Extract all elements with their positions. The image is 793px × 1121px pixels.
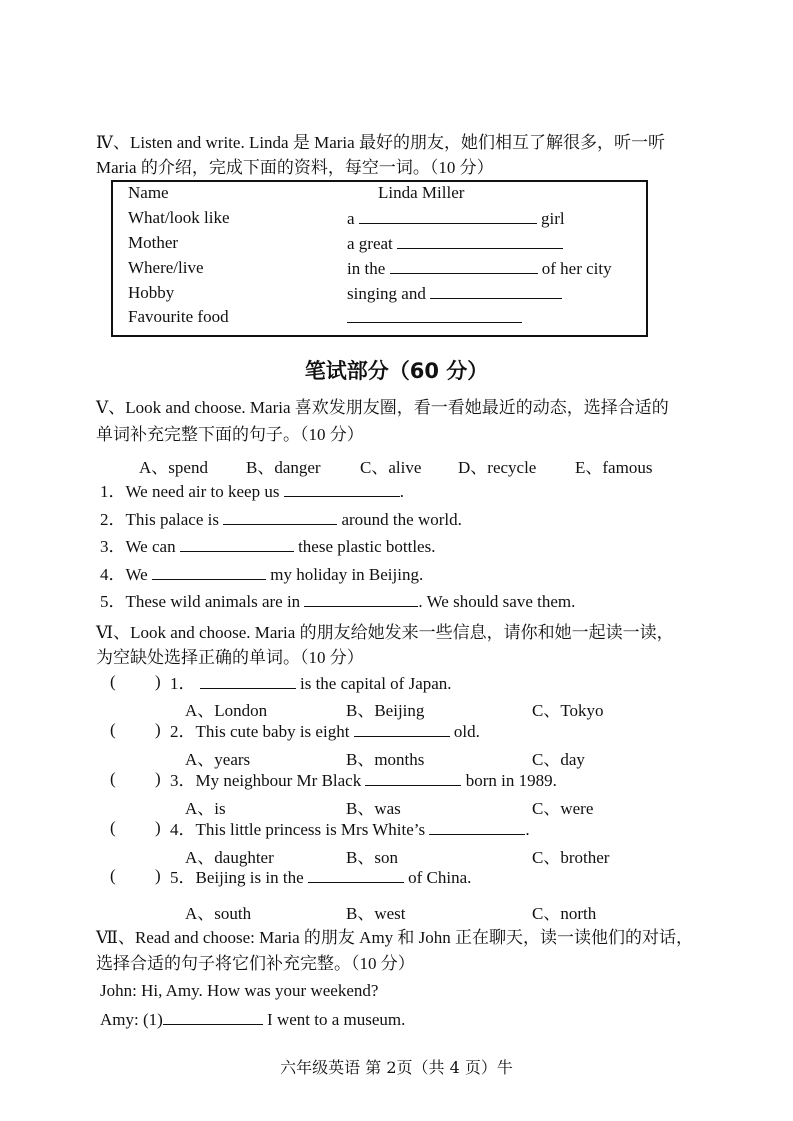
row-value-hobby: singing and: [347, 282, 562, 305]
written-part-title: 笔试部分（60 分）: [304, 359, 489, 383]
s6-blank-4[interactable]: [429, 818, 525, 835]
s5-item-1: 1．We need air to keep us .: [100, 482, 404, 501]
row-label-live: Where/live: [128, 258, 204, 277]
s5-blank-3[interactable]: [180, 535, 294, 552]
answer-paren-open-2: (: [110, 720, 116, 739]
dialogue-line-2: Amy: (1) I went to a museum.: [100, 1010, 406, 1029]
s7-blank-1[interactable]: [163, 1008, 263, 1025]
option-d: D、recycle: [458, 458, 537, 477]
answer-paren-open-1: (: [110, 672, 116, 691]
s6-q3-option-b[interactable]: B、was: [346, 799, 401, 818]
row-value-name: Linda Miller: [378, 183, 465, 202]
s6-q4-option-c[interactable]: C、brother: [532, 848, 610, 867]
s6-q3-option-a[interactable]: A、is: [185, 799, 226, 818]
s6-q2-option-a[interactable]: A、years: [185, 750, 251, 769]
row-value-live: in the of her city: [347, 259, 612, 278]
s6-blank-2[interactable]: [354, 720, 450, 737]
option-c: C、alive: [360, 458, 422, 477]
answer-paren-open-5: (: [110, 866, 116, 885]
section7-heading-line2: 选择合适的句子将它们补充完整。（10 分）: [96, 954, 415, 973]
row-label-hobby: Hobby: [128, 283, 175, 302]
s5-blank-1[interactable]: [284, 480, 400, 497]
blank-mother[interactable]: [397, 232, 563, 249]
page-footer: 六年级英语 第 2页（共 4 页）牛: [280, 1058, 513, 1077]
row-label-name: Name: [128, 183, 169, 202]
option-a: A、spend: [139, 458, 208, 477]
answer-paren-close-4: ): [155, 818, 161, 837]
s5-blank-5[interactable]: [304, 590, 418, 607]
s6-q1-option-b[interactable]: B、Beijing: [346, 701, 425, 720]
s6-item-2: 2．This cute baby is eight old.: [170, 722, 480, 741]
row-value-mother: a great: [347, 232, 563, 255]
row-label-food: Favourite food: [128, 307, 229, 326]
s6-item-5: 5．Beijing is in the of China.: [170, 868, 472, 887]
dialogue-line-1: John: Hi, Amy. How was your weekend?: [100, 981, 379, 1000]
blank-live[interactable]: [390, 257, 538, 274]
s6-blank-5[interactable]: [308, 866, 404, 883]
blank-hobby[interactable]: [430, 282, 562, 299]
s6-blank-3[interactable]: [365, 769, 461, 786]
s5-item-3: 3．We can these plastic bottles.: [100, 537, 436, 556]
section5-heading-line1: Ⅴ、Look and choose. Maria 喜欢发朋友圈，看一看她最近的动态，选择合适的: [96, 398, 669, 417]
row-label-look: What/look like: [128, 208, 230, 227]
s6-q5-option-b[interactable]: B、west: [346, 904, 406, 923]
s5-item-2: 2．This palace is around the world.: [100, 510, 462, 529]
blank-look[interactable]: [359, 207, 537, 224]
s6-q4-option-b[interactable]: B、son: [346, 848, 398, 867]
row-label-mother: Mother: [128, 233, 179, 252]
s5-item-4: 4．We my holiday in Beijing.: [100, 565, 424, 584]
row-value-look: a girl: [347, 209, 565, 228]
s6-blank-1[interactable]: [200, 672, 296, 689]
s6-q1-option-c[interactable]: C、Tokyo: [532, 701, 604, 720]
s5-blank-2[interactable]: [223, 508, 337, 525]
s6-item-1: 1． is the capital of Japan.: [170, 674, 452, 693]
blank-food[interactable]: [347, 306, 522, 323]
section7-heading-line1: Ⅶ、Read and choose: Maria 的朋友 Amy 和 John 正在聊天，读一读他们的对话，: [96, 928, 694, 947]
answer-paren-open-4: (: [110, 818, 116, 837]
s5-item-5: 5．These wild animals are in . We should save them.: [100, 592, 576, 611]
answer-paren-close-3: ): [155, 769, 161, 788]
answer-paren-close-5: ): [155, 866, 161, 885]
s6-q4-option-a[interactable]: A、daughter: [185, 848, 274, 867]
s5-blank-4[interactable]: [152, 563, 266, 580]
option-b: B、danger: [246, 458, 321, 477]
option-e: E、famous: [575, 458, 653, 477]
section4-heading-line2: Maria 的介绍，完成下面的资料，每空一词。（10 分）: [96, 158, 494, 177]
answer-paren-open-3: (: [110, 769, 116, 788]
s6-q2-option-c[interactable]: C、day: [532, 750, 585, 769]
s6-q1-option-a[interactable]: A、London: [185, 701, 268, 720]
s6-q2-option-b[interactable]: B、months: [346, 750, 425, 769]
section5-heading-line2: 单词补充完整下面的句子。（10 分）: [96, 425, 364, 444]
s6-item-3: 3．My neighbour Mr Black born in 1989.: [170, 771, 557, 790]
section6-heading-line1: Ⅵ、Look and choose. Maria 的朋友给她发来一些信息，请你和她一起读一读，: [96, 623, 674, 642]
answer-paren-close-2: ): [155, 720, 161, 739]
section4-heading-line1: Ⅳ、Listen and write. Linda 是 Maria 最好的朋友，她们相互了解很多，听一听: [96, 133, 665, 152]
section6-heading-line2: 为空缺处选择正确的单词。（10 分）: [96, 648, 364, 667]
s6-q5-option-a[interactable]: A、south: [185, 904, 252, 923]
s6-q5-option-c[interactable]: C、north: [532, 904, 597, 923]
s6-item-4: 4．This little princess is Mrs White’s .: [170, 820, 530, 839]
row-value-food: [347, 306, 522, 329]
s6-q3-option-c[interactable]: C、were: [532, 799, 594, 818]
answer-paren-close-1: ): [155, 672, 161, 691]
